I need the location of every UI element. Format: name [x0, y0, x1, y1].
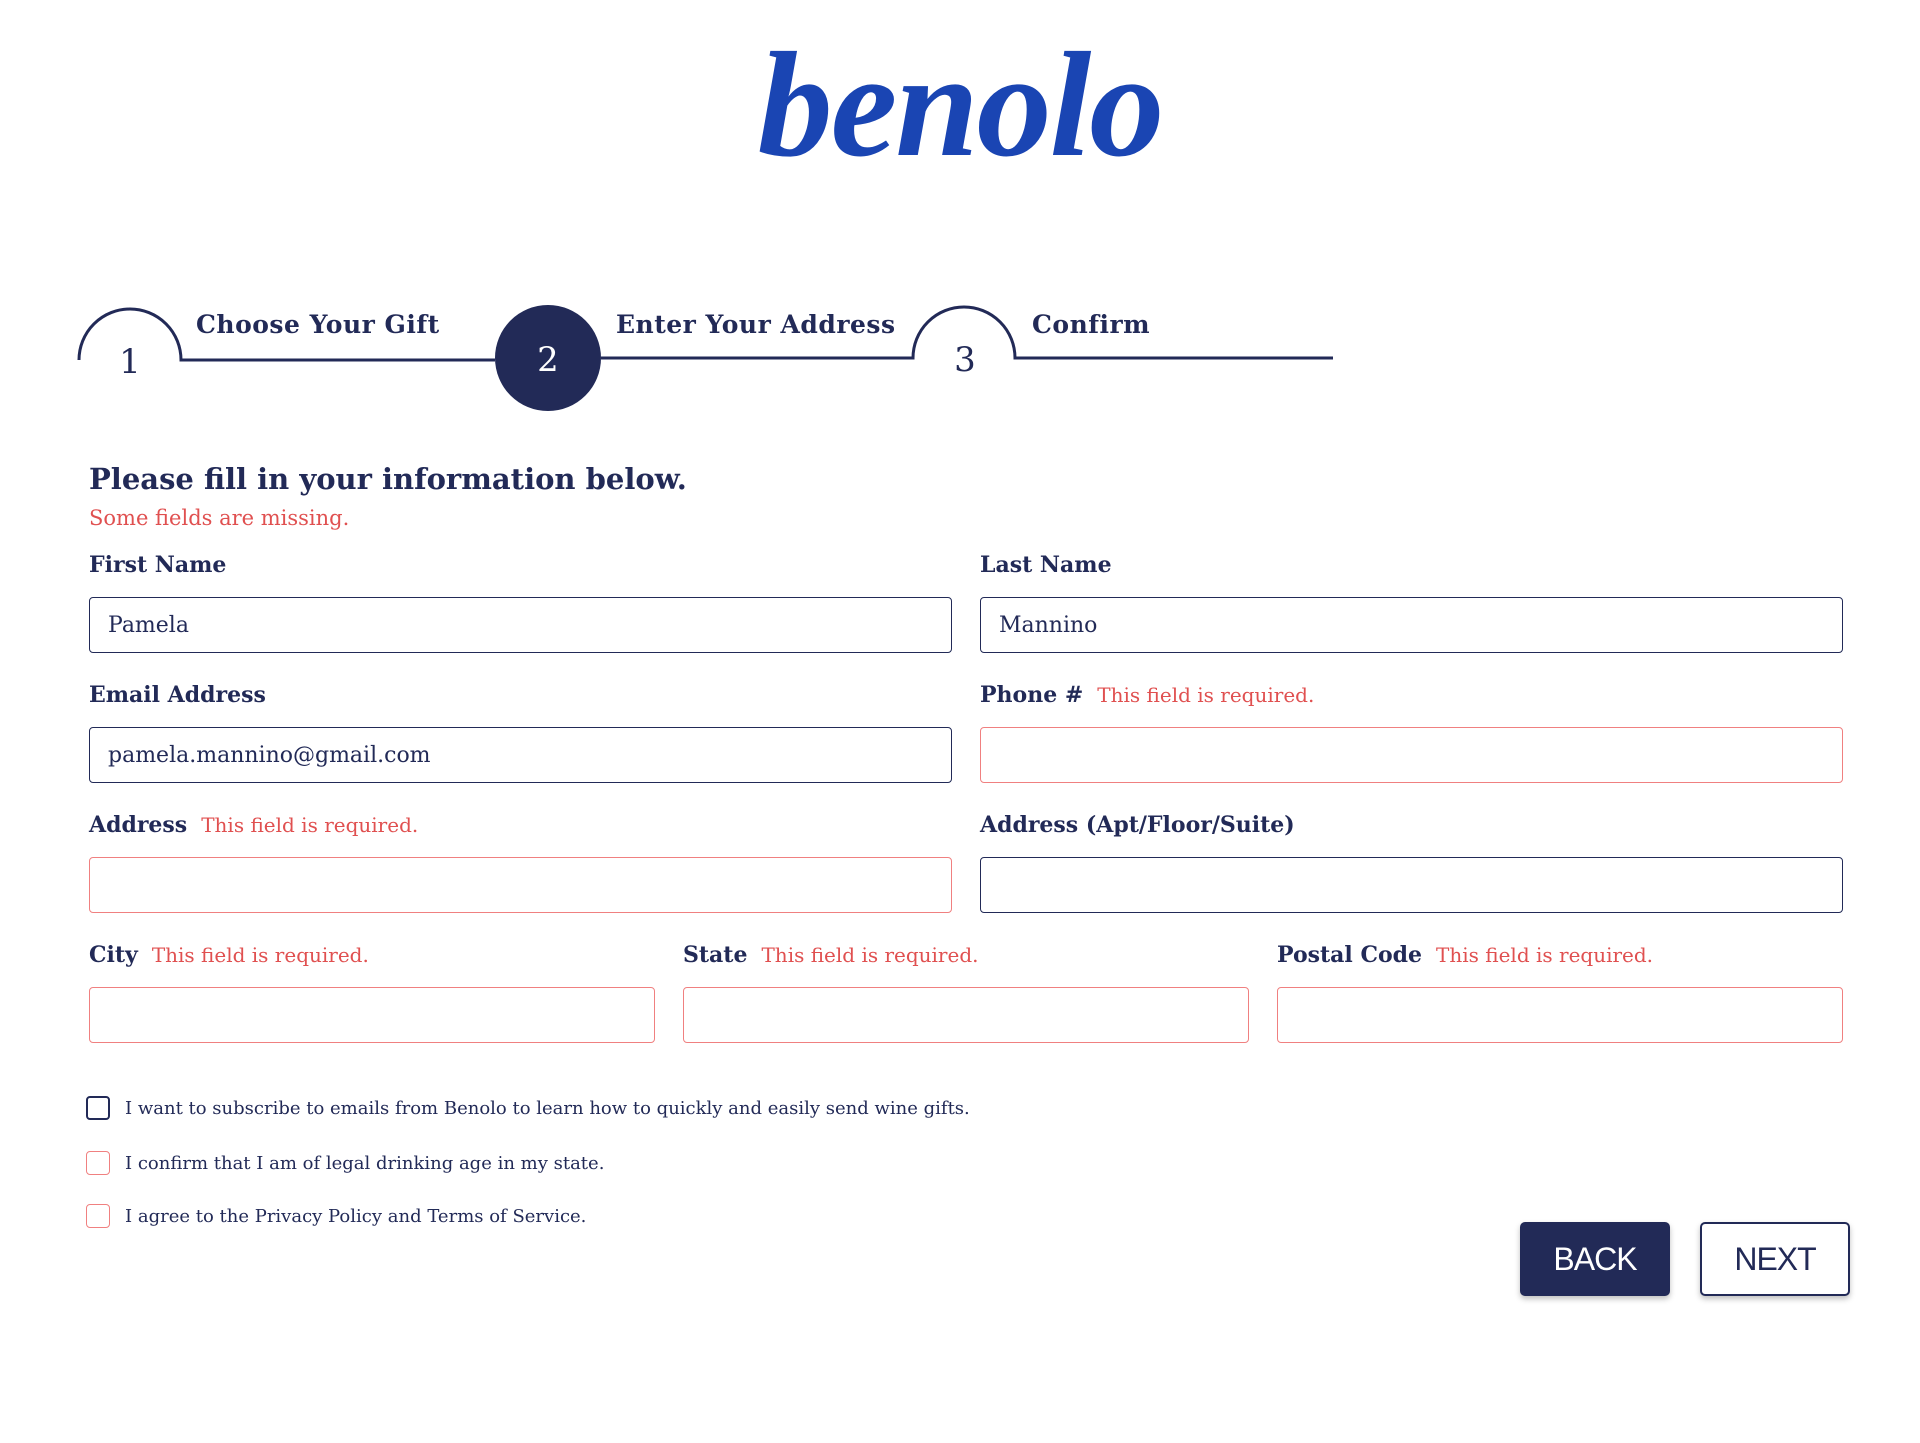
step-1-label[interactable]: Choose Your Gift	[196, 310, 440, 339]
next-button[interactable]: NEXT	[1700, 1222, 1850, 1296]
checkout-stepper	[76, 300, 1336, 420]
state-input[interactable]	[683, 987, 1249, 1043]
step-2-label: Enter Your Address	[616, 310, 896, 339]
step-3-number: 3	[954, 340, 976, 380]
first-name-input[interactable]	[89, 597, 952, 653]
first-name-label: First Name	[89, 552, 227, 578]
form-title: Please fill in your information below.	[89, 462, 687, 496]
last-name-group	[980, 545, 1843, 653]
address2-group	[980, 805, 1843, 913]
state-error: This field is required.	[761, 943, 979, 967]
back-button[interactable]: BACK	[1520, 1222, 1670, 1296]
phone-error: This field is required.	[1097, 683, 1315, 707]
terms-checkbox-row[interactable]	[86, 1204, 586, 1228]
address-group	[89, 805, 952, 913]
email-input[interactable]	[89, 727, 952, 783]
legal-age-checkbox-row[interactable]	[86, 1151, 604, 1175]
address-label: Address	[89, 812, 188, 838]
last-name-label: Last Name	[980, 552, 1112, 578]
email-group	[89, 675, 952, 783]
city-input[interactable]	[89, 987, 655, 1043]
subscribe-checkbox[interactable]	[86, 1096, 110, 1120]
address-error: This field is required.	[201, 813, 419, 837]
benolo-logo[interactable]: benolo	[757, 22, 1163, 188]
address2-label: Address (Apt/Floor/Suite)	[980, 812, 1295, 838]
legal-age-checkbox[interactable]	[86, 1151, 110, 1175]
phone-input[interactable]	[980, 727, 1843, 783]
state-group	[683, 935, 1249, 1043]
city-group	[89, 935, 655, 1043]
phone-label: Phone #	[980, 682, 1084, 708]
address2-input[interactable]	[980, 857, 1843, 913]
postal-code-error: This field is required.	[1436, 943, 1654, 967]
email-label: Email Address	[89, 682, 266, 708]
first-name-group	[89, 545, 952, 653]
phone-group	[980, 675, 1843, 783]
city-label: City	[89, 942, 138, 968]
form-error-summary: Some fields are missing.	[89, 506, 350, 530]
step-2-number: 2	[537, 340, 559, 380]
subscribe-checkbox-label[interactable]: I want to subscribe to emails from Benolo to learn how to quickly and easily send wine gifts.	[125, 1097, 970, 1119]
postal-code-group	[1277, 935, 1843, 1043]
terms-checkbox-label[interactable]: I agree to the Privacy Policy and Terms of Service.	[125, 1205, 587, 1227]
subscribe-checkbox-row[interactable]	[86, 1096, 970, 1120]
legal-age-checkbox-label[interactable]: I confirm that I am of legal drinking age in my state.	[125, 1152, 605, 1174]
step-3-label: Confirm	[1032, 310, 1151, 339]
city-error: This field is required.	[151, 943, 369, 967]
postal-code-input[interactable]	[1277, 987, 1843, 1043]
address-input[interactable]	[89, 857, 952, 913]
terms-checkbox[interactable]	[86, 1204, 110, 1228]
last-name-input[interactable]	[980, 597, 1843, 653]
state-label: State	[683, 942, 748, 968]
step-1-number[interactable]: 1	[119, 342, 141, 382]
postal-code-label: Postal Code	[1277, 942, 1423, 968]
